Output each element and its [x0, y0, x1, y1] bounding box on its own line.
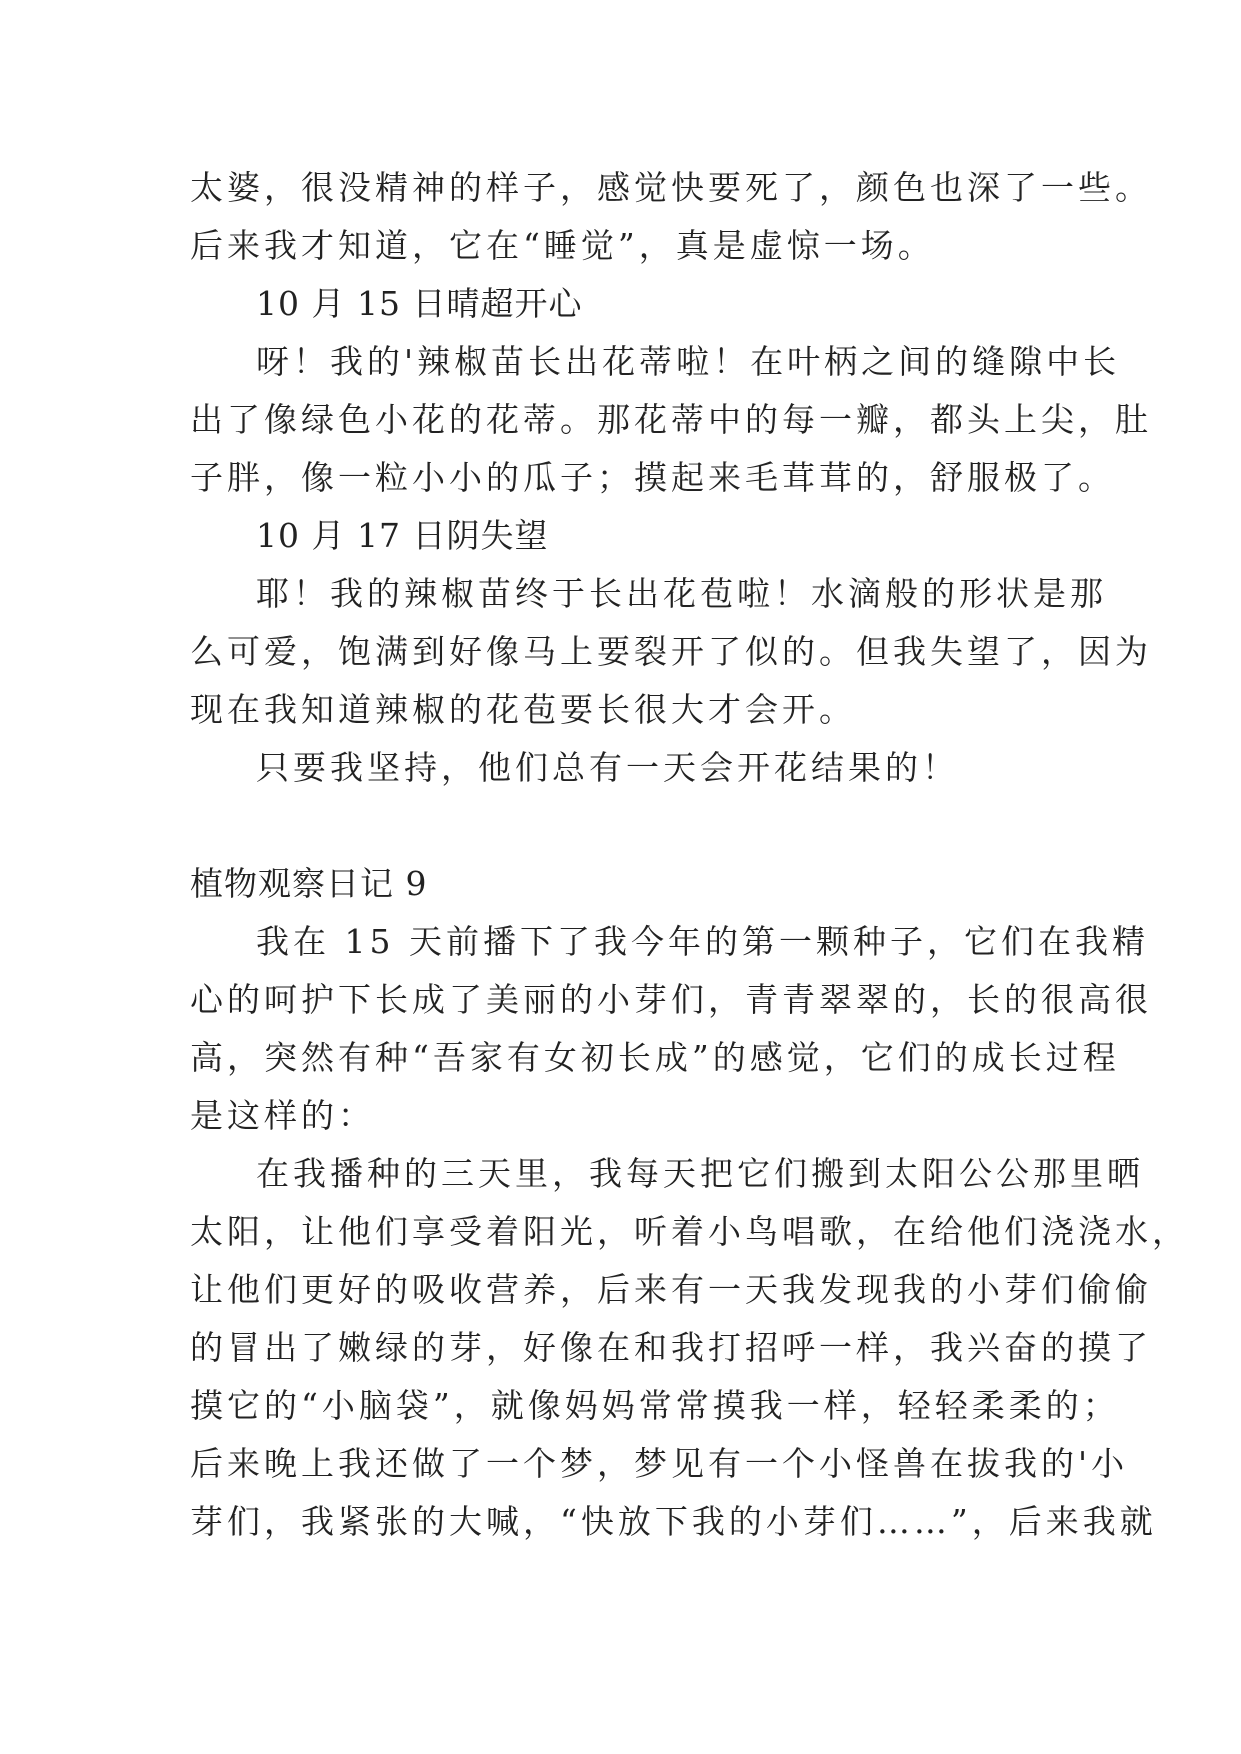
section-title: 植物观察日记 9: [190, 864, 428, 903]
paragraph-line: 出了像绿色小花的花蒂。那花蒂中的每一瓣，都头上尖，肚: [190, 400, 1152, 439]
paragraph-line: 让他们更好的吸收营养，后来有一天我发现我的小芽们偷偷: [190, 1270, 1152, 1309]
paragraph-line: 是这样的：: [190, 1096, 375, 1135]
paragraph-line: 现在我知道辣椒的花苞要长很大才会开。: [190, 690, 856, 729]
paragraph-line: 子胖，像一粒小小的瓜子；摸起来毛茸茸的，舒服极了。: [190, 458, 1115, 497]
paragraph-line: 耶！我的辣椒苗终于长出花苞啦！水滴般的形状是那: [256, 574, 1107, 613]
paragraph-line: 在我播种的三天里，我每天把它们搬到太阳公公那里晒: [256, 1154, 1144, 1193]
diary-date-heading: 10 月 15 日晴超开心: [256, 284, 583, 323]
paragraph-line: 高，突然有种“吾家有女初长成”的感觉，它们的成长过程: [190, 1038, 1120, 1077]
paragraph-line: 后来我才知道，它在“睡觉”，真是虚惊一场。: [190, 226, 935, 265]
paragraph-line: 心的呵护下长成了美丽的小芽们，青青翠翠的，长的很高很: [190, 980, 1152, 1019]
paragraph-line: 么可爱，饱满到好像马上要裂开了似的。但我失望了，因为: [190, 632, 1152, 671]
paragraph-line: 我在 15 天前播下了我今年的第一颗种子，它们在我精: [256, 922, 1149, 961]
paragraph-line: 后来晚上我还做了一个梦，梦见有一个小怪兽在拔我的'小: [190, 1444, 1129, 1483]
paragraph-line: 只要我坚持，他们总有一天会开花结果的！: [256, 748, 959, 787]
diary-date-heading: 10 月 17 日阴失望: [256, 516, 549, 555]
paragraph-line: 太阳，让他们享受着阳光，听着小鸟唱歌，在给他们浇浇水，: [190, 1212, 1189, 1251]
paragraph-line: 摸它的“小脑袋”，就像妈妈常常摸我一样，轻轻柔柔的；: [190, 1386, 1120, 1425]
paragraph-line: 太婆，很没精神的样子，感觉快要死了，颜色也深了一些。: [190, 168, 1152, 207]
paragraph-line: 呀！我的'辣椒苗长出花蒂啦！在叶柄之间的缝隙中长: [256, 342, 1121, 381]
paragraph-line: 的冒出了嫩绿的芽，好像在和我打招呼一样，我兴奋的摸了: [190, 1328, 1152, 1367]
paragraph-line: 芽们，我紧张的大喊，“快放下我的小芽们……”，后来我就: [190, 1502, 1157, 1541]
